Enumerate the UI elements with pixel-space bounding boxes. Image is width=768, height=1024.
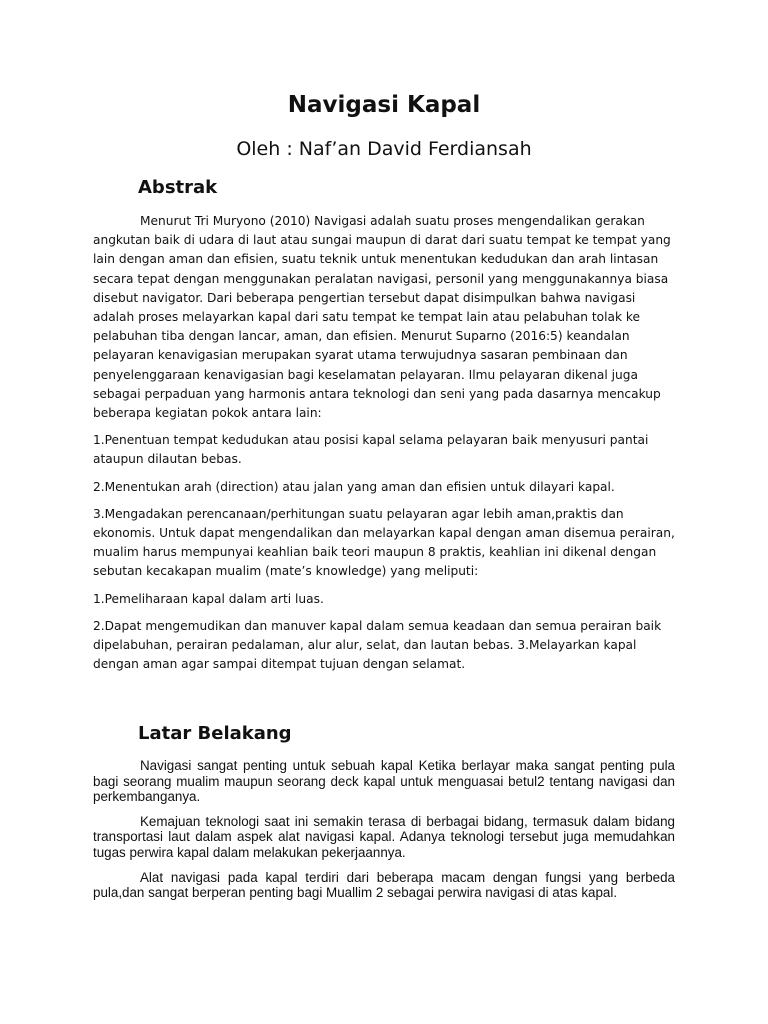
- abstract-list-item: 3.Mengadakan perencanaan/perhitungan suatu pelayaran agar lebih aman,praktis dan ekonomis. Untuk dapat mengendalikan dan melayarkan kapal dengan aman disemua perairan, mualim harus mempunyai keahlian baik teori maupun 8 praktis, keahlian ini dikenal dengan sebutan kecakapan mualim (mate’s knowledge) yang meliputi:: [93, 506, 675, 579]
- latar-belakang-heading: Latar Belakang: [138, 723, 292, 744]
- abstract-paragraph: Menurut Tri Muryono (2010) Navigasi adalah suatu proses mengendalikan gerakan angkutan baik di udara di laut atau sungai maupun di darat dari suatu tempat ke tempat yang lain dengan aman dan efisien, suatu teknik untuk menentukan kedudukan dan arah lintasan secara tepat dengan menggunakan peralatan navigasi, personil yang menggunakannya biasa disebut navigator. Dari beberapa pengertian tersebut dapat disimpulkan bahwa navigasi adalah proses melayarkan kapal dari satu tempat ke tempat lain atau pelabuhan tolak ke pelabuhan tiba dengan lancar, aman, dan efisien. Menurut Suparno (2016:5) keandalan pelayaran kenavigasian merupakan syarat utama terwujudnya sasaran pembinaan dan penyelenggaraan kenavigasian bagi keselamatan pelayaran. Ilmu pelayaran dikenal juga sebagai perpaduan yang harmonis antara teknologi dan seni yang pada dasarnya mencakup beberapa kegiatan pokok antara lain:: [93, 214, 671, 421]
- abstract-body: [93, 212, 675, 682]
- latar-belakang-paragraph: Alat navigasi pada kapal terdiri dari beberapa macam dengan fungsi yang berbeda pula,dan sangat berperan penting bagi Muallim 2 sebagai perwira navigasi di atas kapal.: [93, 869, 675, 901]
- abstract-list-item: 2.Dapat mengemudikan dan manuver kapal dalam semua keadaan dan semua perairan baik dipelabuhan, perairan pedalaman, alur alur, selat, dan lautan bebas. 3.Melayarkan kapal dengan aman agar sampai ditempat tujuan dengan selamat.: [93, 618, 662, 672]
- document-author: Oleh : Naf’an David Ferdiansah: [236, 138, 532, 160]
- abstract-list-item: 1.Pemeliharaan kapal dalam arti luas.: [93, 591, 324, 606]
- abstract-list-item: 2.Menentukan arah (direction) atau jalan yang aman dan efisien untuk dilayari kapal.: [93, 479, 615, 494]
- latar-belakang-paragraph: Kemajuan teknologi saat ini semakin terasa di berbagai bidang, termasuk dalam bidang transportasi laut dalam aspek alat navigasi kapal. Adanya teknologi tersebut juga memudahkan tugas perwira kapal dalam melakukan pekerjaannya.: [93, 813, 675, 860]
- document-title: Navigasi Kapal: [287, 92, 481, 118]
- abstract-list-item: 1.Penentuan tempat kedudukan atau posisi kapal selama pelayaran baik menyusuri pantai ataupun dilautan bebas.: [93, 433, 649, 467]
- latar-belakang-body: [93, 758, 675, 910]
- latar-belakang-paragraph: Navigasi sangat penting untuk sebuah kapal Ketika berlayar maka sangat penting pula bagi seorang mualim maupun seorang deck kapal untuk menguasai betul2 tentang navigasi dan perkembanganya.: [93, 758, 675, 805]
- abstract-heading: Abstrak: [138, 177, 218, 198]
